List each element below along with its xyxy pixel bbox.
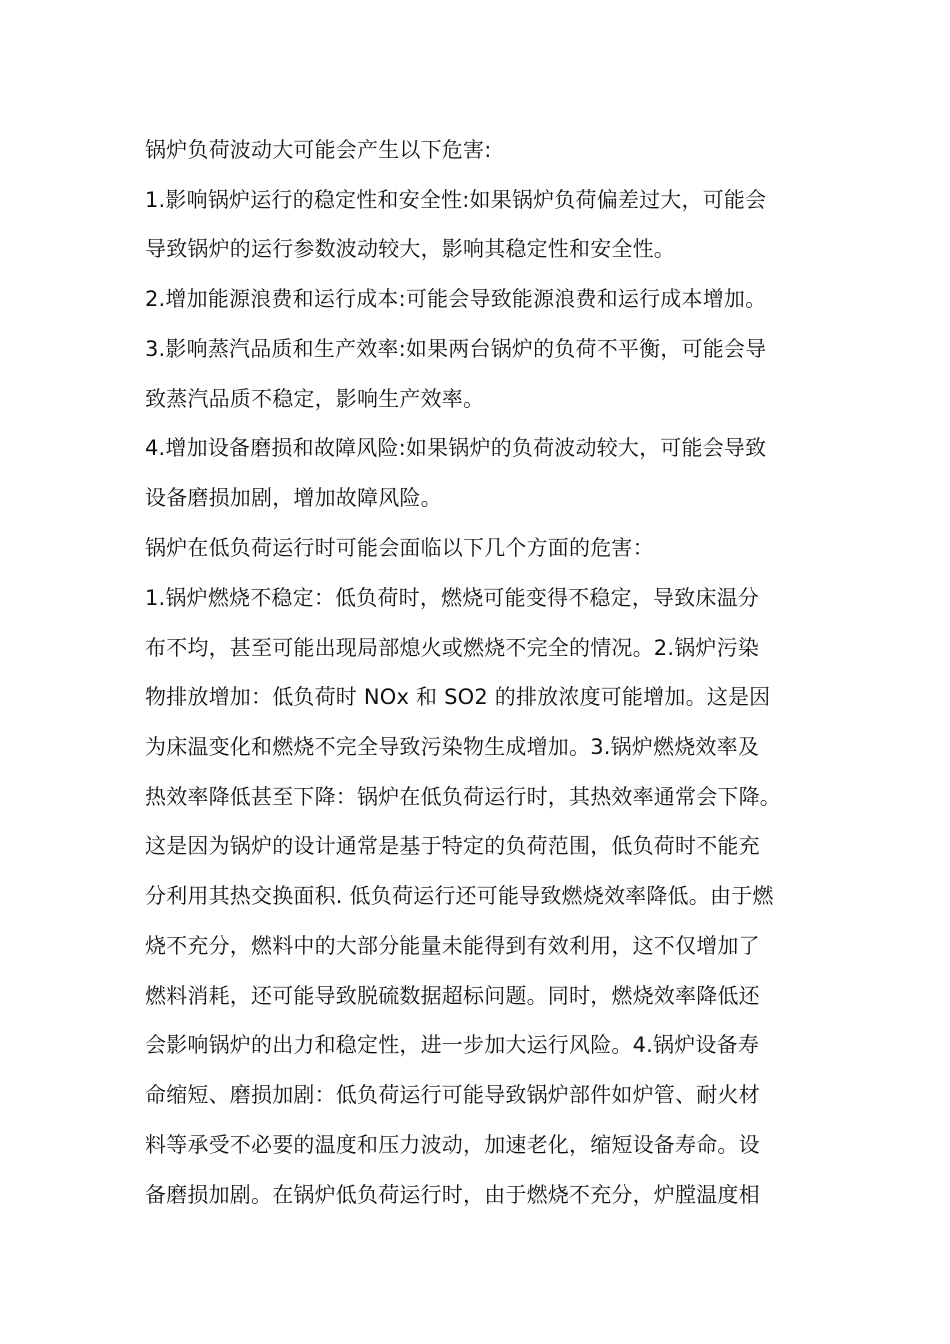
text-line: 3.影响蒸汽品质和生产效率:如果两台锅炉的负荷不平衡，可能会导 (145, 337, 767, 361)
text-line: 这是因为锅炉的设计通常是基于特定的负荷范围，低负荷时不能充 (145, 834, 760, 858)
text-line: 致蒸汽品质不稳定，影响生产效率。 (145, 387, 485, 411)
text-line: 4.增加设备磨损和故障风险:如果锅炉的负荷波动较大，可能会导致 (145, 436, 767, 460)
text-line: 热效率降低甚至下降：锅炉在低负荷运行时，其热效率通常会下降。 (145, 785, 781, 809)
text-line: 料等承受不必要的温度和压力波动，加速老化，缩短设备寿命。设 (145, 1133, 760, 1157)
text-line: 会影响锅炉的出力和稳定性，进一步加大运行风险。4.锅炉设备寿 (145, 1033, 760, 1057)
text-line: 锅炉负荷波动大可能会产生以下危害: (145, 138, 492, 162)
text-line: 物排放增加：低负荷时 NOx 和 SO2 的排放浓度可能增加。这是因 (145, 685, 771, 709)
text-line: 导致锅炉的运行参数波动较大，影响其稳定性和安全性。 (145, 237, 675, 261)
text-line: 锅炉在低负荷运行时可能会面临以下几个方面的危害： (145, 536, 654, 560)
text-line: 备磨损加剧。在锅炉低负荷运行时，由于燃烧不充分，炉膛温度相 (145, 1183, 760, 1207)
text-line: 设备磨损加剧，增加故障风险。 (145, 486, 442, 510)
text-line: 燃料消耗，还可能导致脱硫数据超标问题。同时，燃烧效率降低还 (145, 984, 760, 1008)
text-line: 1.锅炉燃烧不稳定：低负荷时，燃烧可能变得不稳定，导致床温分 (145, 586, 760, 610)
text-line: 1.影响锅炉运行的稳定性和安全性:如果锅炉负荷偏差过大，可能会 (145, 188, 767, 212)
text-line: 烧不充分，燃料中的大部分能量未能得到有效利用，这不仅增加了 (145, 934, 760, 958)
text-line: 布不均，甚至可能出现局部熄火或燃烧不完全的情况。2.锅炉污染 (145, 636, 760, 660)
text-line: 命缩短、磨损加剧：低负荷运行可能导致锅炉部件如炉管、耐火材 (145, 1083, 760, 1107)
text-line: 2.增加能源浪费和运行成本:可能会导致能源浪费和运行成本增加。 (145, 287, 767, 311)
text-line: 为床温变化和燃烧不完全导致污染物生成增加。3.锅炉燃烧效率及 (145, 735, 760, 759)
text-line: 分利用其热交换面积. 低负荷运行还可能导致燃烧效率降低。由于燃 (145, 884, 774, 908)
